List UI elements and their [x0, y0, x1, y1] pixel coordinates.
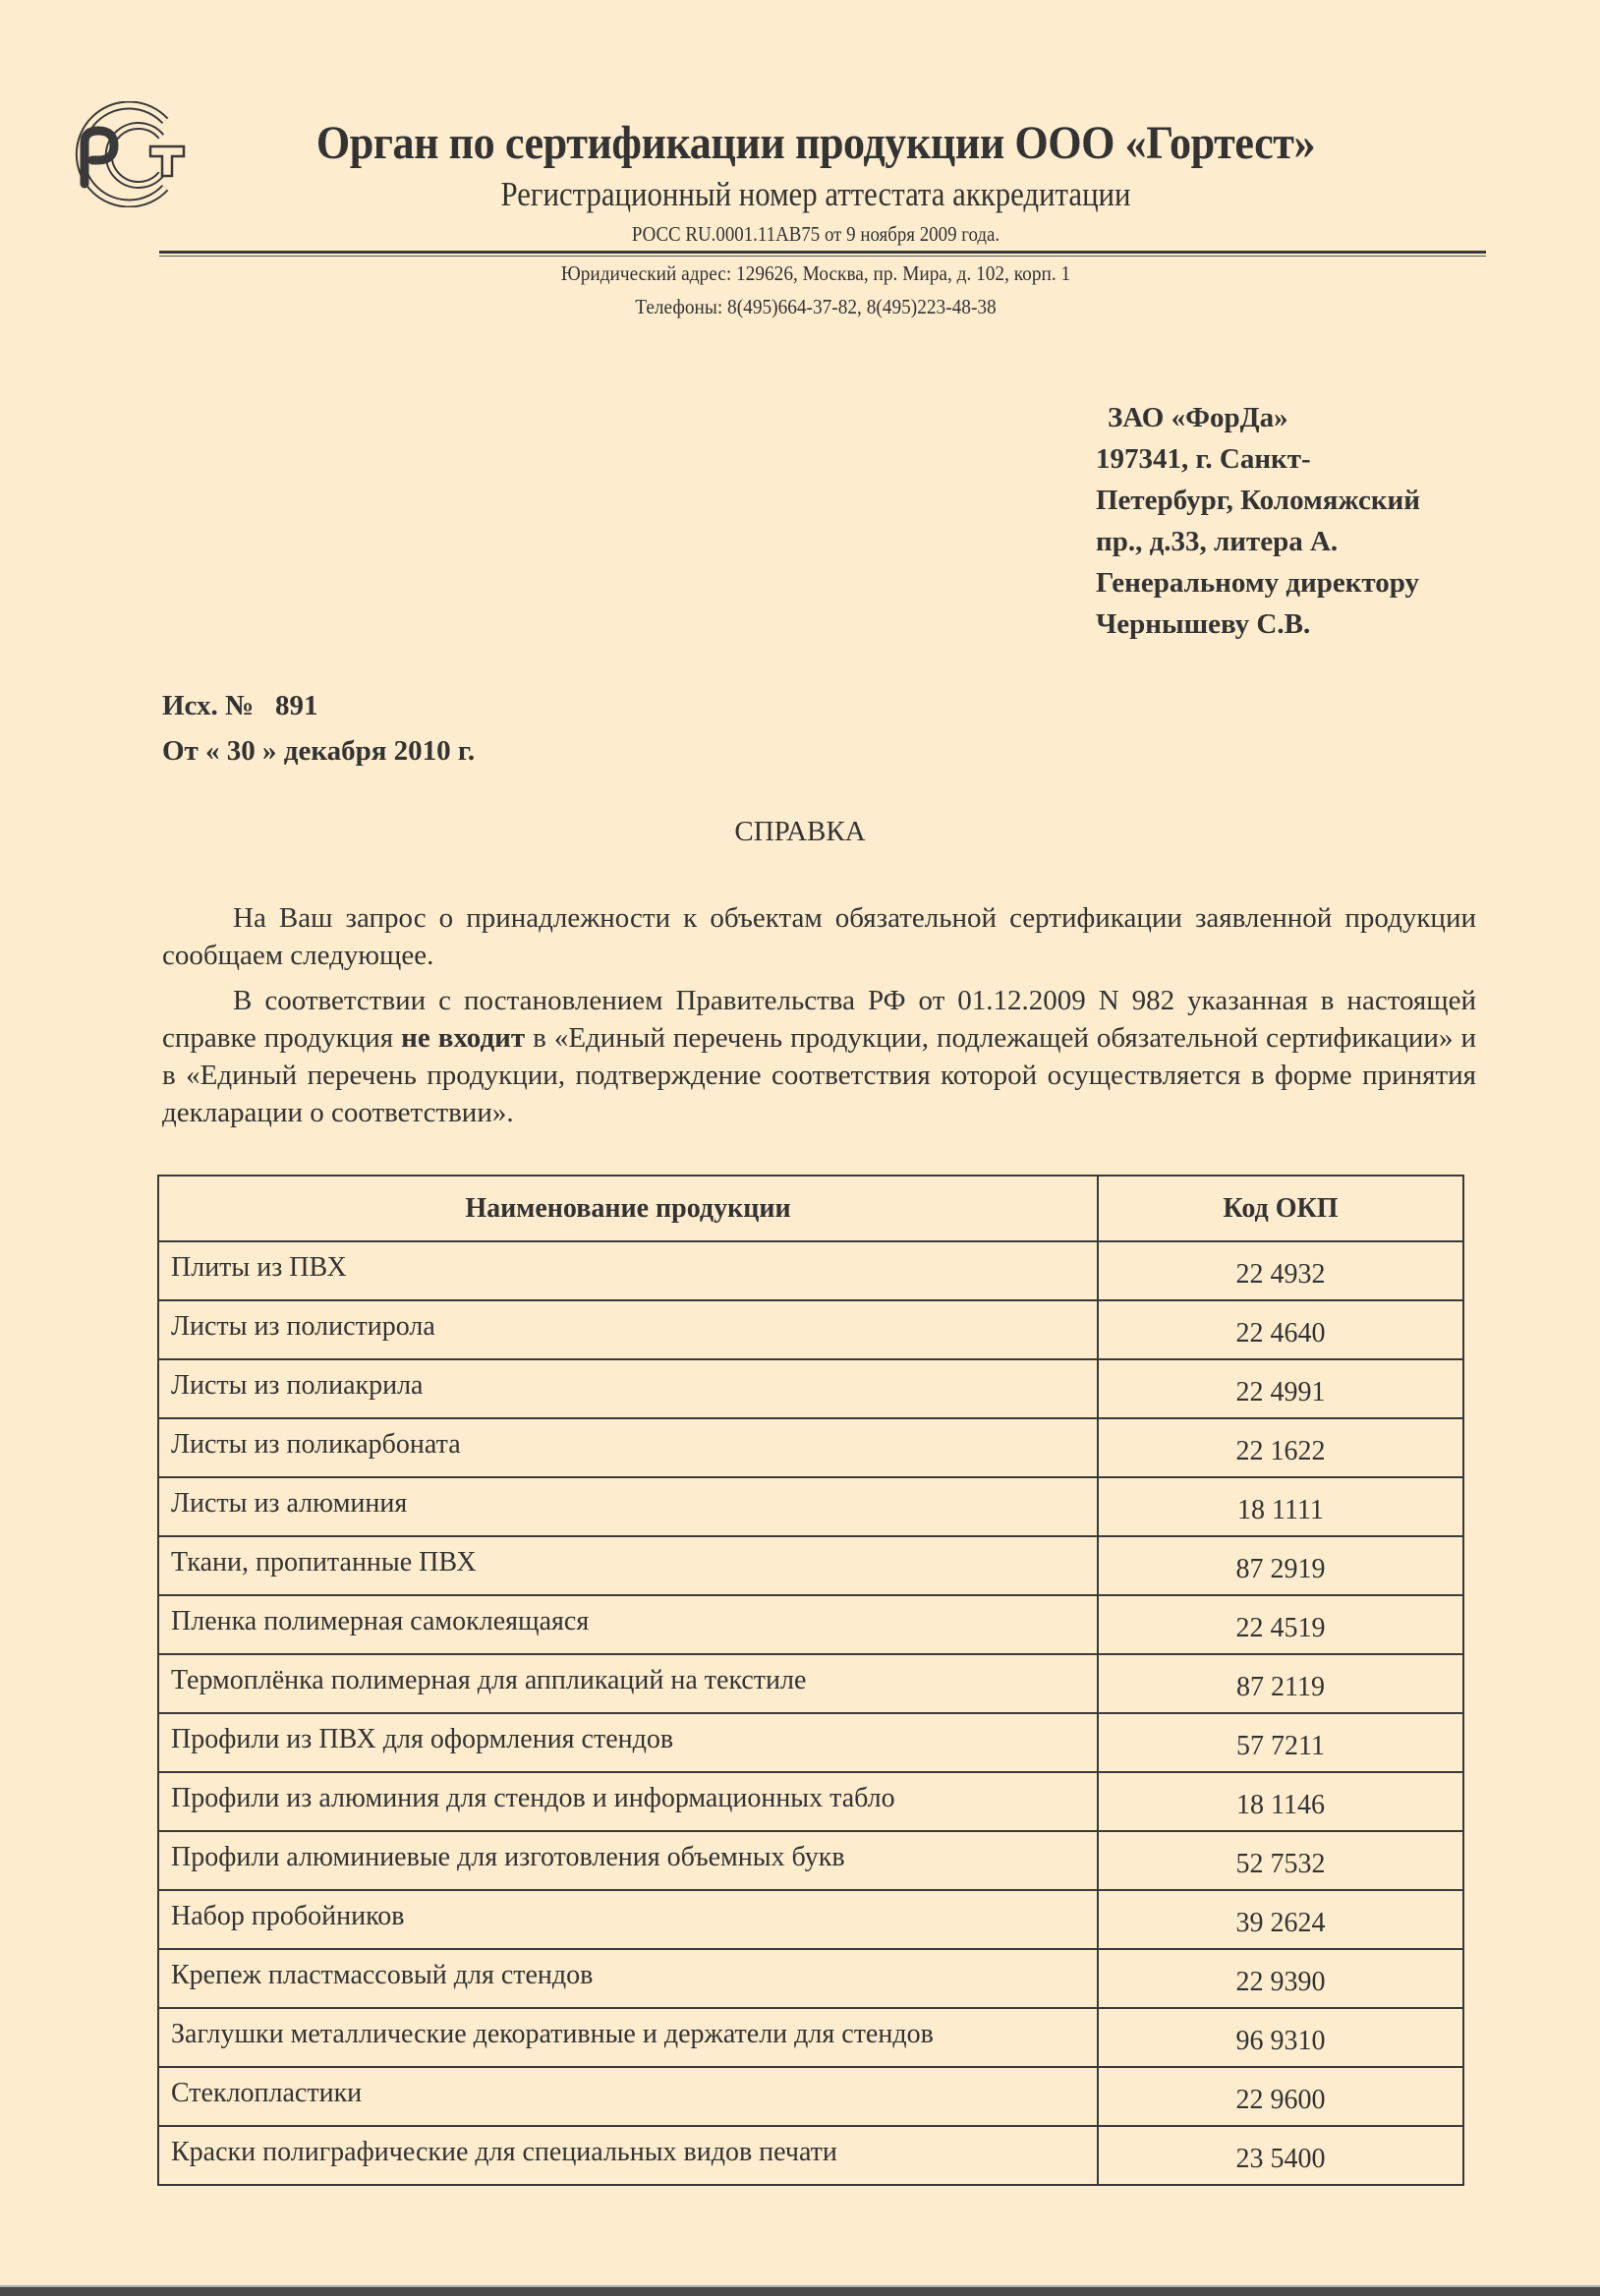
product-name-cell: Ткани, пропитанные ПВХ — [158, 1536, 1098, 1595]
product-name-cell: Листы из поликарбоната — [158, 1418, 1098, 1477]
okp-code-cell: 52 7532 — [1098, 1831, 1463, 1890]
product-name-cell: Краски полиграфические для специальных видов печати — [158, 2126, 1098, 2185]
legal-address: Юридический адрес: 129626, Москва, пр. Мира, д. 102, корп. 1 — [560, 261, 1071, 285]
okp-code-cell: 22 4640 — [1098, 1300, 1463, 1359]
table-header-row — [158, 1176, 1463, 1241]
okp-code-cell: 22 4519 — [1098, 1595, 1463, 1654]
recipient-address-line: 197341, г. Санкт- — [1096, 443, 1311, 475]
product-name-cell: Плиты из ПВХ — [158, 1241, 1098, 1300]
product-name-cell: Профили из алюминия для стендов и информационных табло — [158, 1772, 1098, 1831]
product-name-cell: Профили алюминиевые для изготовления объемных букв — [158, 1831, 1098, 1890]
product-name-cell: Стеклопластики — [158, 2067, 1098, 2126]
product-name-cell: Заглушки металлические декоративные и держатели для стендов — [158, 2008, 1098, 2067]
table-row — [158, 1241, 1463, 1300]
paragraph-text: в «Единый перечень продукции, подлежащей обязательной сертификации» и в «Единый перечень продукции, подтверждение соответствия которой осуществляется в форме принятия декларации о соответствии». — [162, 1022, 1476, 1128]
products-table — [157, 1175, 1464, 2186]
okp-code-cell: 22 4991 — [1098, 1359, 1463, 1418]
product-name-cell: Листы из полиакрила — [158, 1359, 1098, 1418]
document-body — [162, 899, 1476, 1139]
table-row — [158, 1890, 1463, 1949]
okp-code-cell: 22 9390 — [1098, 1949, 1463, 2008]
table-row — [158, 1536, 1463, 1595]
rst-certification-mark-icon — [59, 101, 189, 207]
okp-code-cell: 22 4932 — [1098, 1241, 1463, 1300]
document-title: СПРАВКА — [734, 816, 866, 847]
recipient-address-line: Петербург, Коломяжский — [1096, 485, 1420, 516]
table-row — [158, 1300, 1463, 1359]
product-name-cell: Листы из полистирола — [158, 1300, 1098, 1359]
recipient-name: Чернышеву С.В. — [1096, 608, 1311, 640]
emphasis-not-included: не входит — [401, 1022, 526, 1054]
table-row — [158, 1359, 1463, 1418]
organization-subtitle: Регистрационный номер аттестата аккредитации — [500, 175, 1131, 213]
table-row — [158, 2008, 1463, 2067]
outgoing-number: Исх. № 891 — [162, 690, 318, 721]
scan-edge-shadow — [0, 2287, 1600, 2296]
column-header-code: Код ОКП — [1098, 1176, 1463, 1241]
table-row — [158, 1949, 1463, 2008]
okp-code-cell: 87 2119 — [1098, 1654, 1463, 1713]
accreditation-number: РОСС RU.0001.11АВ75 от 9 ноября 2009 года. — [631, 222, 1000, 246]
product-name-cell: Набор пробойников — [158, 1890, 1098, 1949]
okp-code-cell: 96 9310 — [1098, 2008, 1463, 2067]
okp-code-cell: 57 7211 — [1098, 1713, 1463, 1772]
table-row — [158, 2067, 1463, 2126]
table-row — [158, 1595, 1463, 1654]
table-row — [158, 1713, 1463, 1772]
okp-code-cell: 87 2919 — [1098, 1536, 1463, 1595]
recipient-block — [1096, 397, 1568, 645]
table-row — [158, 1772, 1463, 1831]
recipient-position: Генеральному директору — [1096, 567, 1420, 599]
recipient-company: ЗАО «ФорДа» — [1108, 402, 1288, 433]
okp-code-cell: 18 1111 — [1098, 1477, 1463, 1536]
product-name-cell: Профили из ПВХ для оформления стендов — [158, 1713, 1098, 1772]
outgoing-reference — [162, 683, 475, 774]
letterhead-divider — [159, 251, 1486, 254]
product-name-cell: Термоплёнка полимерная для аппликаций на текстиле — [158, 1654, 1098, 1713]
okp-code-cell: 23 5400 — [1098, 2126, 1463, 2185]
table-row — [158, 1477, 1463, 1536]
product-name-cell: Крепеж пластмассовый для стендов — [158, 1949, 1098, 2008]
product-name-cell: Пленка полимерная самоклеящаяся — [158, 1595, 1098, 1654]
okp-code-cell: 22 1622 — [1098, 1418, 1463, 1477]
paragraph-text: В соответствии с постановлением Правительства РФ от 01.12.2009 N 982 указанная в настоящей справке продукция — [162, 985, 1476, 1054]
letterhead-divider-thin — [159, 256, 1486, 257]
paragraph-conclusion — [162, 982, 1476, 1131]
table-row — [158, 1831, 1463, 1890]
organization-title: Орган по сертификации продукции ООО «Гортест» — [315, 117, 1316, 169]
column-header-name: Наименование продукции — [158, 1176, 1098, 1241]
phone-numbers: Телефоны: 8(495)664-37-82, 8(495)223-48-38 — [635, 295, 997, 318]
table-row — [158, 2126, 1463, 2185]
okp-code-cell: 22 9600 — [1098, 2067, 1463, 2126]
table-row — [158, 1654, 1463, 1713]
recipient-address-line: пр., д.33, литера А. — [1096, 526, 1339, 557]
product-name-cell: Листы из алюминия — [158, 1477, 1098, 1536]
table-row — [158, 1418, 1463, 1477]
paragraph-request: На Ваш запрос о принадлежности к объектам обязательной сертификации заявленной продукции сообщаем следующее. — [162, 902, 1476, 971]
outgoing-date: От « 30 » декабря 2010 г. — [162, 735, 476, 767]
okp-code-cell: 39 2624 — [1098, 1890, 1463, 1949]
okp-code-cell: 18 1146 — [1098, 1772, 1463, 1831]
